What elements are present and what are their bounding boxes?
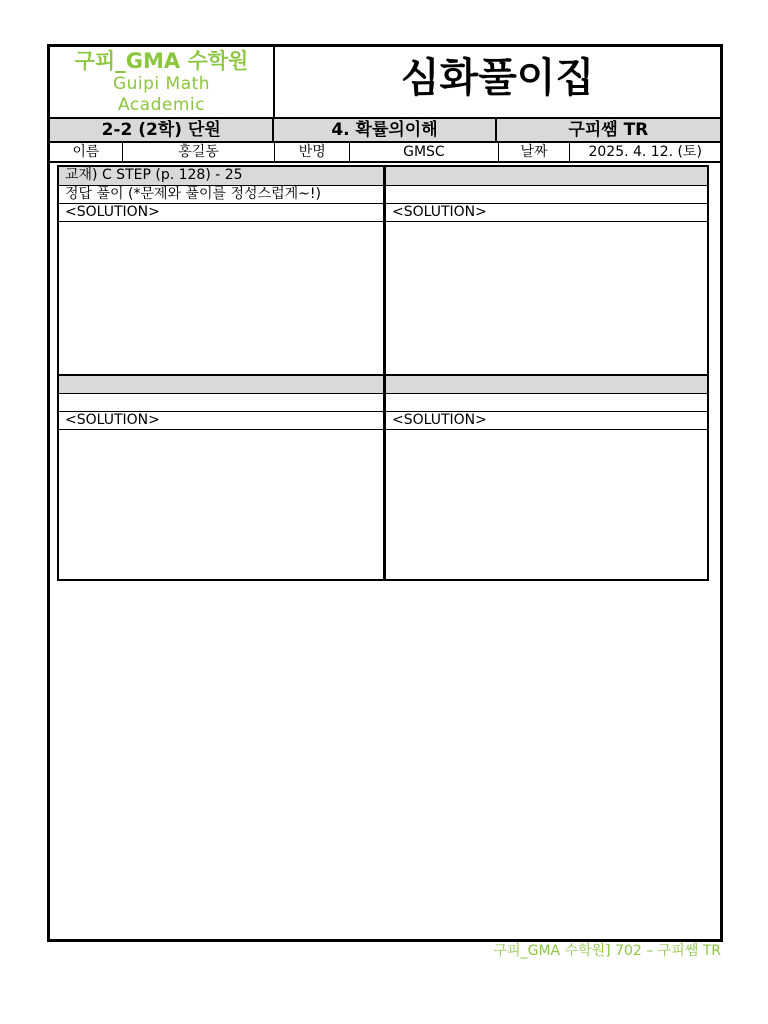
academy-english-name-line2: Academic bbox=[118, 95, 205, 115]
date-label: 날짜 bbox=[499, 143, 571, 161]
class-value: GMSC bbox=[350, 143, 499, 161]
page-footer: 구피_GMA 수학원] 702 – 구피쌤 TR bbox=[493, 943, 721, 959]
grid-vertical-divider bbox=[384, 167, 386, 579]
worksheet-frame bbox=[47, 44, 723, 942]
problem-3-solution-label: <SOLUTION> bbox=[59, 412, 384, 430]
problem-4-title bbox=[386, 376, 707, 394]
problem-4-note bbox=[386, 394, 707, 412]
grade-unit: 2-2 (2학) 단원 bbox=[50, 119, 274, 141]
problem-3-title bbox=[59, 376, 384, 394]
problem-2-note bbox=[386, 186, 707, 204]
academy-name: 구피_GMA 수학원 bbox=[74, 49, 249, 73]
student-info-row bbox=[50, 143, 720, 163]
problem-1-solution-area[interactable] bbox=[59, 222, 384, 374]
name-label: 이름 bbox=[50, 143, 123, 161]
worksheet-title: 심화풀이집 bbox=[275, 47, 720, 119]
student-name: 홍길동 bbox=[123, 143, 276, 161]
problem-4-solution-label: <SOLUTION> bbox=[386, 412, 707, 430]
problem-2-title bbox=[386, 167, 707, 186]
problem-3-solution-area[interactable] bbox=[59, 430, 384, 579]
academy-english-name-line1: Guipi Math bbox=[112, 74, 211, 94]
problem-1-title: 교재) C STEP (p. 128) - 25 bbox=[59, 167, 384, 186]
problem-4-solution-area[interactable] bbox=[386, 430, 707, 579]
class-label: 반명 bbox=[275, 143, 350, 161]
problem-1-note: 정답 풀이 (*문제와 풀이를 정성스럽게~!) bbox=[59, 186, 384, 204]
teacher-name: 구피쌤 TR bbox=[568, 120, 649, 140]
course-info-row bbox=[50, 119, 720, 143]
academy-logo bbox=[50, 47, 275, 119]
problem-3-note bbox=[59, 394, 384, 412]
grid-horizontal-divider bbox=[59, 374, 707, 376]
chapter-title: 4. 확률의이해 bbox=[274, 119, 496, 141]
problem-grid bbox=[57, 165, 709, 581]
problem-2-solution-label: <SOLUTION> bbox=[386, 204, 707, 222]
date-value: 2025. 4. 12. (토) bbox=[588, 144, 702, 160]
problem-2-solution-area[interactable] bbox=[386, 222, 707, 374]
problem-1-solution-label: <SOLUTION> bbox=[59, 204, 384, 222]
